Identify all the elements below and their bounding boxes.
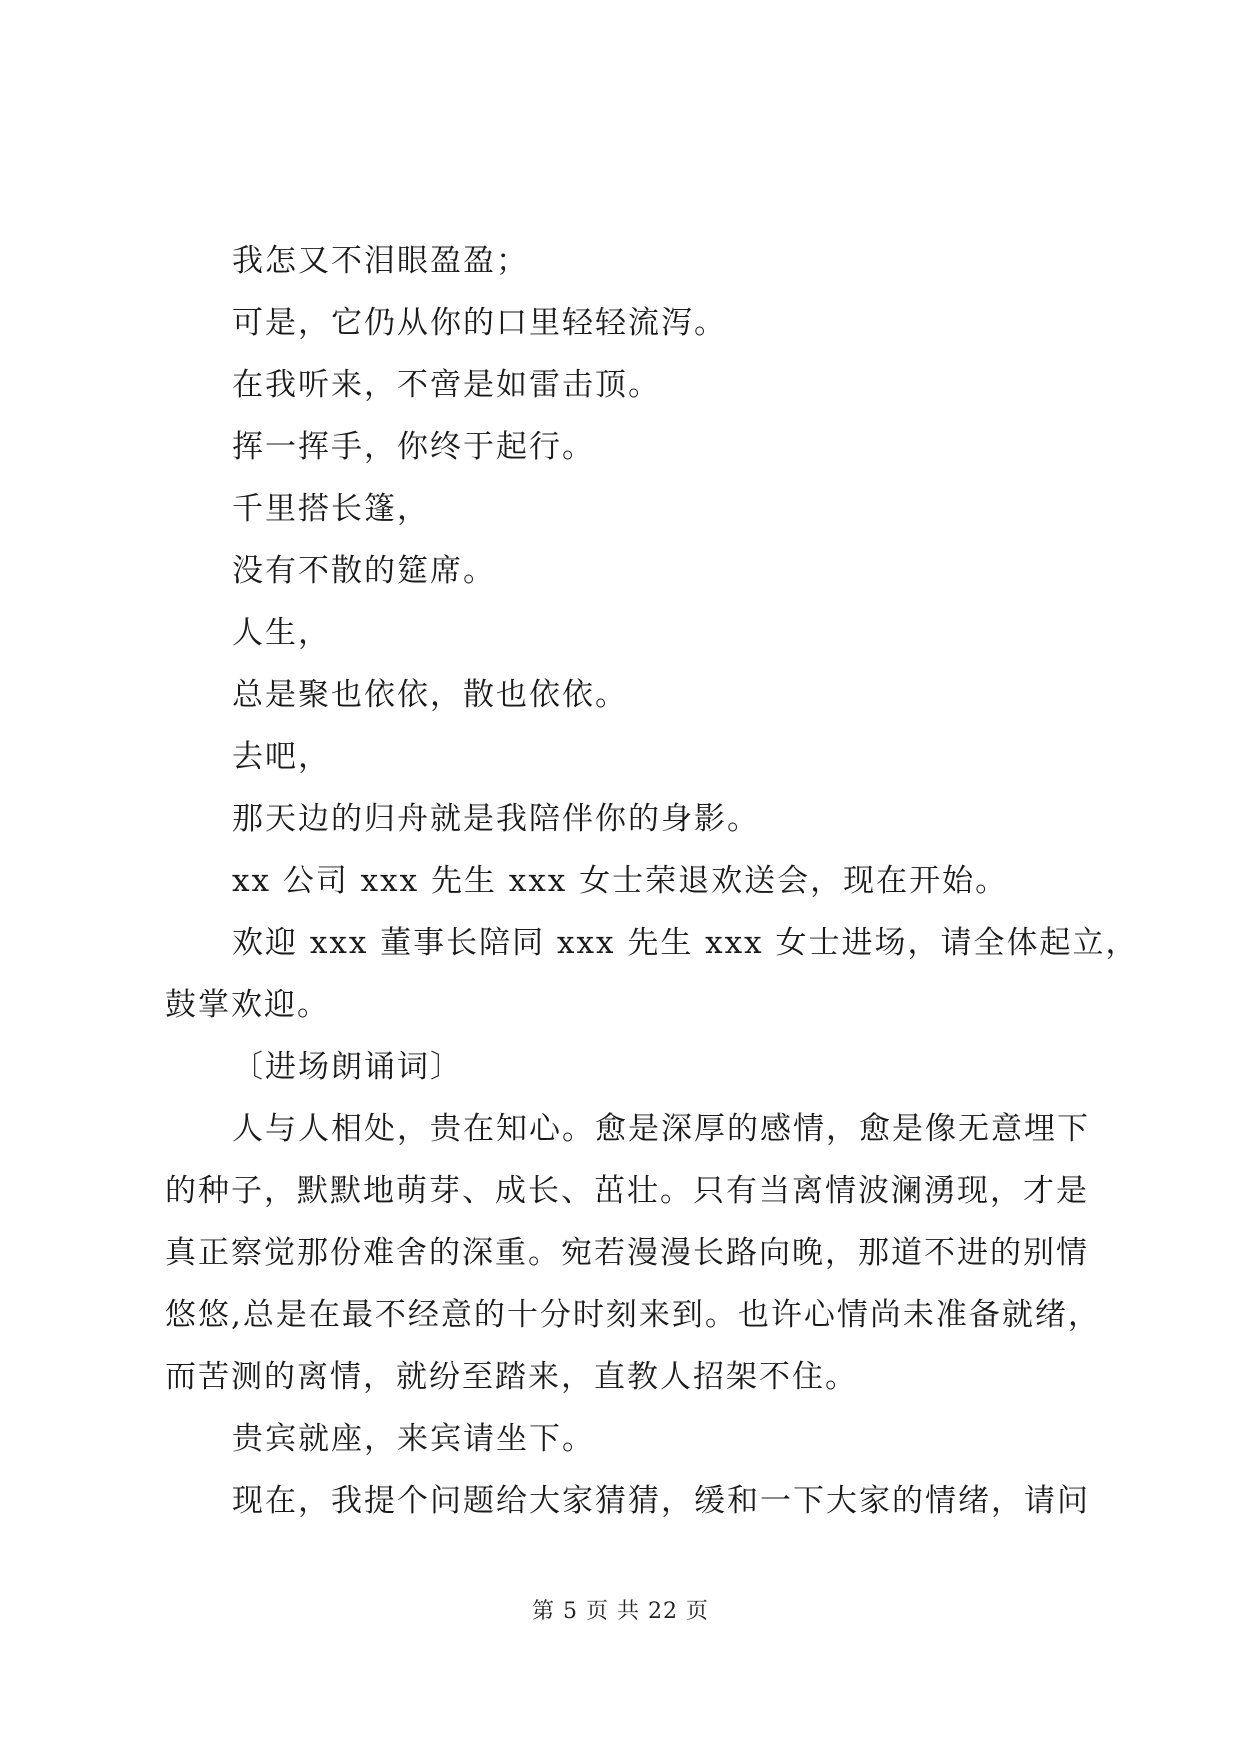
text-line: 欢迎 xxx 董事长陪同 xxx 先生 xxx 女士进场，请全体起立， — [232, 925, 1139, 961]
text-line: 的种子，默默地萌芽、成长、茁壮。只有当离情波澜湧现，才是 — [165, 1173, 1089, 1209]
text-line: 鼓掌欢迎。 — [165, 987, 330, 1023]
text-line: 人生， — [232, 615, 331, 651]
document-body — [165, 230, 1139, 1532]
text-line: 在我听来，不啻是如雷击顶。 — [232, 367, 661, 403]
text-line: 真正察觉那份难舍的深重。宛若漫漫长路向晚，那道不进的别情 — [165, 1235, 1089, 1271]
text-line: 总是聚也依依，散也依依。 — [232, 677, 628, 713]
text-line: 悠悠,总是在最不经意的十分时刻来到。也许心情尚未准备就绪， — [165, 1297, 1101, 1333]
text-line: 去吧， — [232, 739, 331, 775]
text-line: 现在，我提个问题给大家猜猜，缓和一下大家的情绪，请问 — [232, 1483, 1090, 1519]
text-line: 可是，它仍从你的口里轻轻流泻。 — [232, 305, 727, 341]
text-line: 没有不散的筵席。 — [232, 553, 496, 589]
text-line: 人与人相处，贵在知心。愈是深厚的感情，愈是像无意埋下 — [232, 1111, 1090, 1147]
page-number-footer: 第 5 页 共 22 页 — [532, 1599, 709, 1624]
text-line: 我怎又不泪眼盈盈； — [232, 243, 529, 279]
text-line: 那天边的归舟就是我陪伴你的身影。 — [232, 801, 760, 837]
text-line: 千里搭长篷， — [232, 491, 430, 527]
text-line: 贵宾就座，来宾请坐下。 — [232, 1421, 595, 1457]
text-line: xx 公司 xxx 先生 xxx 女士荣退欢送会，现在开始。 — [232, 863, 1009, 899]
text-line: 而苦测的离情，就纷至踏来，直教人招架不住。 — [165, 1359, 858, 1395]
text-line: 挥一挥手，你终于起行。 — [232, 429, 595, 465]
text-line: 〔进场朗诵词〕 — [232, 1049, 463, 1085]
